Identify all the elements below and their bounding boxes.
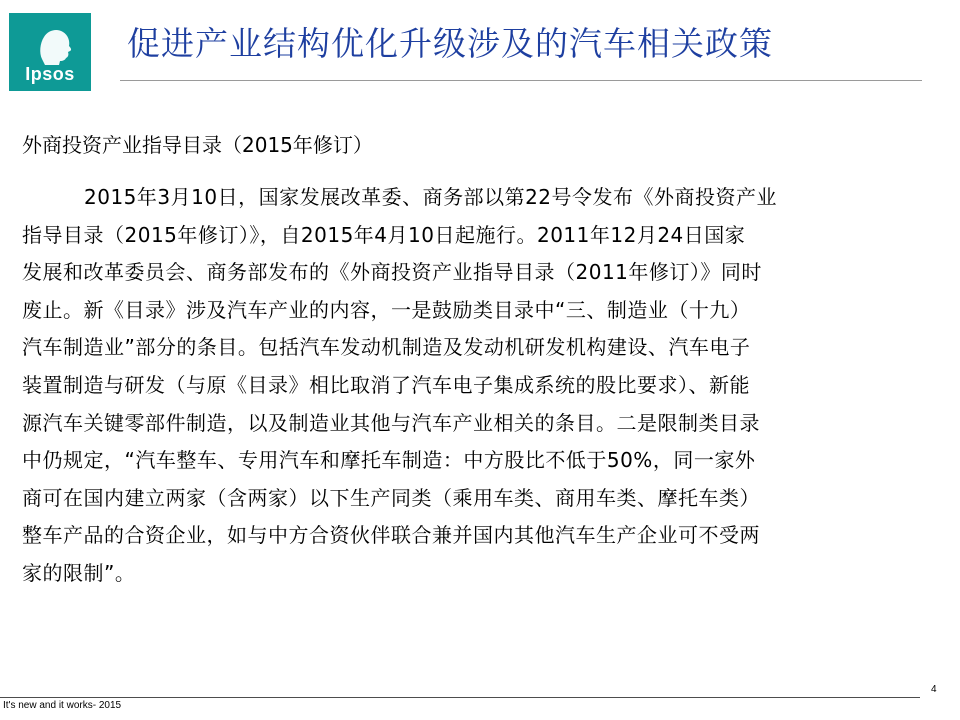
footer-divider — [0, 697, 920, 698]
paragraph-line: 2015年3月10日，国家发展改革委、商务部以第22号令发布《外商投资产业 — [84, 185, 778, 209]
footer-text: It's new and it works- 2015 — [3, 700, 122, 711]
logo-text: Ipsos — [25, 64, 75, 84]
title-divider — [120, 80, 922, 81]
section-subtitle: 外商投资产业指导目录（2015年修订） — [22, 133, 373, 157]
ipsos-logo — [9, 13, 91, 91]
paragraph-line: 整车产品的合资企业，如与中方合资伙伴联合兼并国内其他汽车生产企业可不受两 — [22, 523, 760, 548]
paragraph-line: 发展和改革委员会、商务部发布的《外商投资产业指导目录（2011年修订）》同时 — [22, 260, 762, 285]
paragraph-line: 指导目录（2015年修订）》，自2015年4月10日起施行。2011年12月24日国家 — [22, 222, 746, 247]
paragraph-line: 商可在国内建立两家（含两家）以下生产同类（乘用车类、商用车类、摩托车类） — [22, 485, 760, 510]
paragraph-line: 废止。新《目录》涉及汽车产业的内容，一是鼓励类目录中“三、制造业（十九） — [22, 297, 751, 322]
paragraph-line: 中仍规定，“汽车整车、专用汽车和摩托车制造：中方股比不低于50%，同一家外 — [22, 448, 756, 473]
paragraph-line: 汽车制造业”部分的条目。包括汽车发动机制造及发动机研发机构建设、汽车电子 — [22, 335, 751, 360]
page-number: 4 — [931, 684, 937, 695]
paragraph-line: 源汽车关键零部件制造，以及制造业其他与汽车产业相关的条目。二是限制类目录 — [22, 410, 760, 435]
page-title: 促进产业结构优化升级涉及的汽车相关政策 — [127, 24, 773, 63]
body-paragraph — [22, 179, 942, 593]
paragraph-line: 家的限制”。 — [22, 560, 136, 585]
paragraph-line: 装置制造与研发（与原《目录》相比取消了汽车电子集成系统的股比要求）、新能 — [22, 372, 750, 397]
